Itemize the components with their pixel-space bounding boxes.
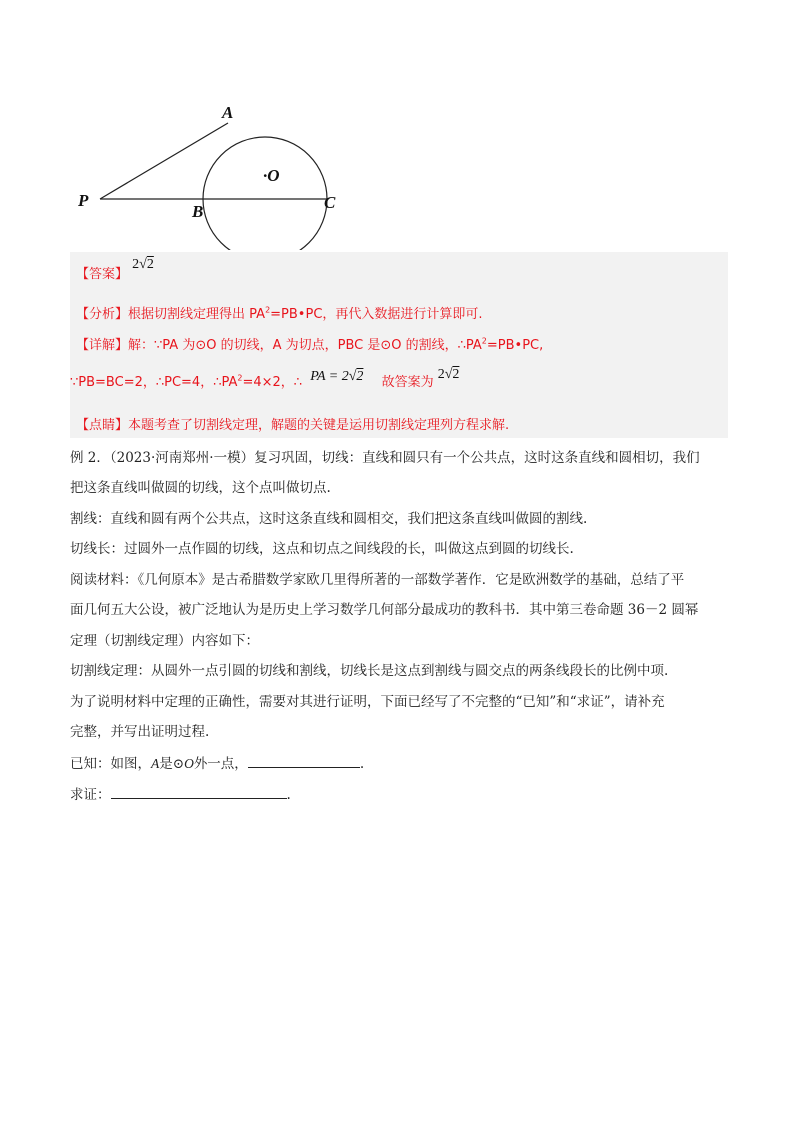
detail-line2-math: [310, 369, 363, 384]
example-line-1: 例 2．（2023·河南郑州·一模）复习巩固，切线：直线和圆只有一个公共点，这时这条直线和圆相切，我们: [70, 450, 700, 466]
answer-radicand: 2: [146, 257, 154, 272]
known-var-o: O: [184, 756, 194, 771]
detail-line2-b: =4×2，∴: [242, 375, 303, 390]
detail-line-1: [76, 337, 543, 355]
answer-line: [76, 257, 154, 284]
analysis-label: 【分析】: [76, 307, 129, 322]
known-var-a: A: [151, 756, 160, 771]
detail-pa-radicand: 2: [356, 369, 364, 384]
sqrt-icon: √2: [444, 367, 460, 382]
known-text-b: 是⊙: [159, 756, 185, 772]
example-line-8: 切割线定理：从圆外一点引圆的切线和割线，切线长是这点到割线与圆交点的两条线段长的比例中项.: [70, 663, 669, 679]
sqrt-icon: √2: [348, 369, 364, 384]
detail-pa-expr: PA = 2: [310, 369, 349, 384]
circle-o: [203, 137, 327, 250]
label-c: C: [324, 193, 336, 212]
answer-label: 【答案】: [76, 267, 129, 282]
example-line-2: 把这条直线叫做圆的切线，这个点叫做切点.: [70, 480, 331, 496]
detail-line2-a: ∵PB=BC=2，∴PC=4，∴PA: [70, 375, 238, 390]
comment-line: [76, 417, 509, 435]
detail-ans-radicand: 2: [452, 367, 460, 382]
detail-text-b: =PB•PC,: [486, 338, 544, 353]
example-line-3: 割线：直线和圆有两个公共点，这时这条直线和圆相交，我们把这条直线叫做圆的割线.: [70, 511, 588, 527]
label-a: A: [222, 103, 234, 122]
circle-diagram: [70, 100, 360, 250]
detail-line2-c: 故答案为: [381, 375, 434, 390]
known-text-a: 已知：如图，: [70, 756, 151, 772]
analysis-text-b: =PB•PC，再代入数据进行计算即可.: [270, 307, 483, 322]
geometry-figure: [70, 100, 360, 250]
known-text-c: 外一点，: [193, 756, 248, 772]
detail-label: 【详解】: [76, 338, 129, 353]
answer-value: [132, 257, 154, 272]
example-line-10: 完整，并写出证明过程.: [70, 724, 210, 740]
example-line-5: 阅读材料：《几何原本》是古希腊数学家欧几里得所著的一部数学著作．它是欧洲数学的基础，总结了平: [70, 572, 685, 588]
tangent-line-pa: [100, 123, 228, 199]
label-o: ·O: [263, 166, 280, 185]
label-p: P: [78, 191, 89, 210]
analysis-text-a: 根据切割线定理得出 PA: [128, 307, 266, 322]
known-blank[interactable]: [248, 753, 360, 768]
prove-blank[interactable]: [111, 784, 287, 799]
prove-line: [70, 784, 291, 805]
example-line-9: 为了说明材料中定理的正确性，需要对其进行证明，下面已经写了不完整的“已知”和“求证”，请补充: [70, 694, 665, 710]
detail-text-a: 解：∵PA 为⊙O 的切线，A 为切点，PBC 是⊙O 的割线，∴PA: [128, 338, 482, 353]
comment-label: 【点睛】: [76, 418, 129, 433]
answer-coef: 2: [132, 257, 140, 272]
detail-ans-coef: 2: [437, 367, 445, 382]
known-line: [70, 753, 364, 774]
prove-end: .: [286, 787, 291, 803]
detail-line2-sup: 2: [237, 373, 243, 383]
example-line-6: 面几何五大公设，被广泛地认为是历史上学习数学几何部分最成功的教科书．其中第三卷命题 36－2 圆幂: [70, 602, 699, 618]
analysis-sup: 2: [265, 305, 271, 315]
detail-sup: 2: [481, 336, 487, 346]
analysis-line: [76, 306, 483, 324]
label-b: B: [192, 202, 204, 221]
known-end: .: [359, 756, 365, 772]
detail-line-2: [70, 367, 460, 392]
prove-text: 求证：: [70, 787, 111, 803]
detail-final-answer: [438, 367, 460, 382]
example-line-7: 定理（切割线定理）内容如下：: [70, 633, 259, 649]
example-line-4: 切线长：过圆外一点作圆的切线，这点和切点之间线段的长，叫做这点到圆的切线长.: [70, 541, 574, 557]
comment-text: 本题考查了切割线定理，解题的关键是运用切割线定理列方程求解.: [128, 418, 510, 433]
sqrt-icon: √2: [139, 257, 154, 272]
